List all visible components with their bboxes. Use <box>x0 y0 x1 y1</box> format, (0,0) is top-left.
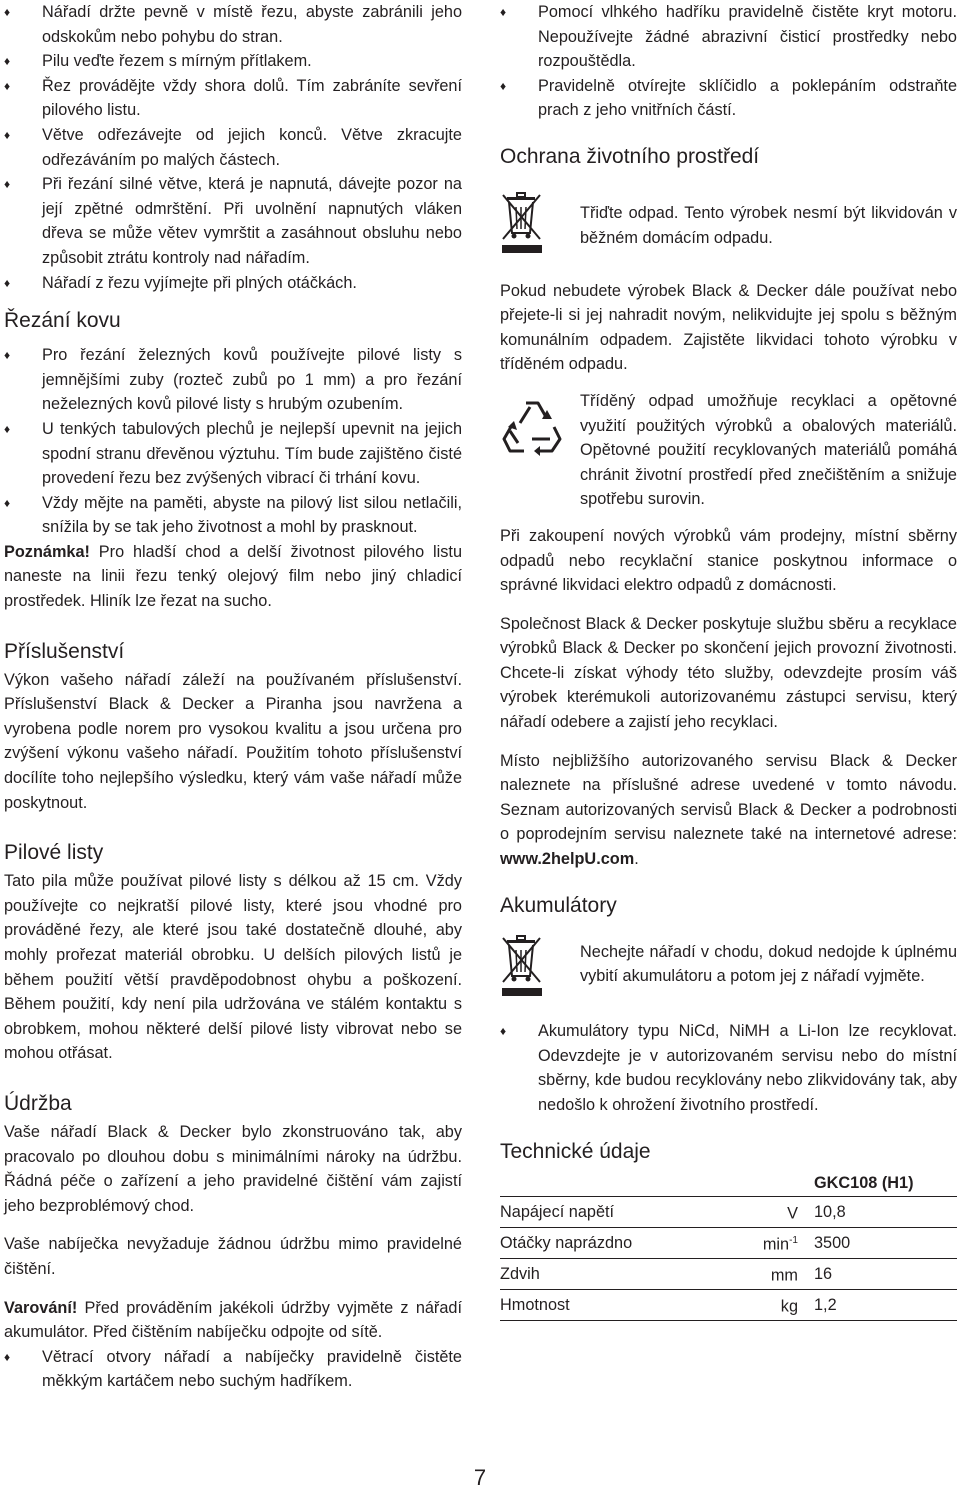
list-item: ♦ Pomocí vlhkého hadříku pravidelně čistěte kryt motoru. Nepoužívejte žádné abrazivní čisticí prostředky nebo rozpouštědla. <box>500 0 957 74</box>
crossed-bin-icon <box>500 189 580 261</box>
list-item: ♦ Při řezání silné větve, která je napnutá, dávejte pozor na její zpětné odmrštění. Při uvolnění napnutých vláken dřeva se může větev vymrštit a zasáhnout obsluhu nebo způsobit ztrátu kontroly nad nářadím. <box>4 172 462 270</box>
list-item: ♦ Řez provádějte vždy shora dolů. Tím zabráníte sevření pilového listu. <box>4 74 462 123</box>
tech-heading: Technické údaje <box>500 1139 651 1163</box>
metal-heading: Řezání kovu <box>4 309 121 333</box>
tech-table <box>500 1170 957 1322</box>
battery-notice <box>500 932 957 1004</box>
note-label: Poznámka! <box>4 542 90 561</box>
table-header <box>500 1170 957 1197</box>
blades-text: Tato pila může používat pilové listy s délkou až 15 cm. Vždy používejte co nejkratší pilové listy, které jsou vhodné pro prováděné řezy, ale které jsou také dostatečně dlouhé, aby mohly prořezat materiál obrobku. U delších pilových listů je během použití větší pravděpodobnost ohybu a poškození. Během použití, kdy není pila udržována ve stálém kontaktu s obrobkem, mohou některé delší pilové listy vibrovat nebo se mohou otřásat. <box>4 872 462 1063</box>
table-row <box>500 1290 957 1321</box>
sentence-end: . <box>634 850 639 869</box>
cleaning-bullets <box>500 0 957 123</box>
table-row <box>500 1228 957 1259</box>
cutting-bullets <box>4 0 462 295</box>
list-item: ♦ Pilu veďte řezem s mírným přítlakem. <box>4 49 462 74</box>
metal-bullets <box>4 343 462 540</box>
list-item: ♦ Větve odřezávejte od jejich konců. Větve zkracujte odřezáváním po malých částech. <box>4 123 462 172</box>
row-unit: kg <box>750 1290 810 1321</box>
note-text: Pro hladší chod a delší životnost pilového listu naneste na linii řezu tenký olejový film nebo jiný chladicí prostředek. Hliník lze řezat na sucho. <box>4 542 462 611</box>
blades-heading: Pilové listy <box>4 841 104 865</box>
charger-text: Vaše nabíječka nevyžaduje žádnou údržbu mimo pravidelné čištění. <box>4 1235 462 1278</box>
row-unit: V <box>750 1197 810 1228</box>
list-item: ♦ Pro řezání železných kovů používejte pilové listy s jemnějšími zuby (rozteč zubů po 1 mm) a pro řezání neželezných kovů pilové listy s hrubým ozubením. <box>4 343 462 417</box>
list-item: ♦ Nářadí držte pevně v místě řezu, abyste zabránili jeho odskokům nebo pohybu do stran. <box>4 0 462 49</box>
environment-text-2: Při zakoupení nových výrobků vám prodejny, místní sběrny odpadů nebo recyklační stanice poskytnou informace o správné likvidaci elektro odpadů z domácnosti. <box>500 526 957 595</box>
accessories-text: Výkon vašeho nářadí záleží na používaném příslušenství. Příslušenství Black & Decker a Piranha jsou navržena a vyrobena podle norem pro vysokou kvalitu a jsou určena pro zvýšení výkonu vašeho nářadí. Použitím tohoto příslušenství docílíte toho nejlepšího výsledku, který vám vaše nářadí může poskytnout. <box>4 670 462 812</box>
list-item: ♦ Větrací otvory nářadí a nabíječky pravidelně čistěte měkkým kartáčem nebo suchým hadříkem. <box>4 1345 462 1394</box>
crossed-bin-icon <box>500 932 580 1004</box>
left-column <box>4 0 462 1394</box>
warning-text: Před prováděním jakékoli údržby vyjměte z nářadí akumulátor. Před čištěním nabíječku odpojte od sítě. <box>4 1298 462 1342</box>
service-info-text: Místo nejbližšího autorizovaného servisu Black & Decker naleznete na příslušné adrese uvedené v tomto návodu. Seznam autorizovaných servisů Black & Decker a podrobnosti o poprodejním servisu naleznete také na internetové adrese: <box>500 751 957 844</box>
battery-bullets <box>500 1019 957 1117</box>
table-row <box>500 1197 957 1228</box>
recycling-notice <box>500 389 957 512</box>
environment-text-4 <box>500 749 957 872</box>
row-label: Hmotnost <box>500 1290 750 1321</box>
list-item: ♦ Vždy mějte na paměti, abyste na pilový list silou netlačili, snížila by se tak jeho životnost a mohl by prasknout. <box>4 491 462 540</box>
list-item: ♦ Nářadí z řezu vyjímejte při plných otáčkách. <box>4 271 462 296</box>
row-label: Napájecí napětí <box>500 1197 750 1228</box>
row-label: Otáčky naprázdno <box>500 1228 750 1259</box>
page-number: 7 <box>473 1465 487 1490</box>
battery-icon-text: Nechejte nářadí v chodu, dokud nedojde k úplnému vybití akumulátoru a potom jej z nářadí vyjměte. <box>580 942 957 986</box>
note-paragraph <box>4 540 462 614</box>
model-label: GKC108 (H1) <box>814 1173 914 1192</box>
right-column <box>500 0 957 1321</box>
weee-notice <box>500 189 957 261</box>
row-label: Zdvih <box>500 1259 750 1290</box>
list-item: ♦ Pravidelně otvírejte sklíčidlo a poklepáním odstraňte prach z jeho vnitřních částí. <box>500 74 957 123</box>
table-row <box>500 1259 957 1290</box>
list-item: ♦ U tenkých tabulových plechů je nejlepší upevnit na jejich spodní stranu dřevěnou výztuhu. Tím bude zajištěno čisté provedení řezu bez zvýšených vibrací či trhání kovu. <box>4 417 462 491</box>
website-link[interactable]: www.2helpU.com <box>500 850 635 869</box>
accessories-heading: Příslušenství <box>4 639 125 663</box>
row-value: 3500 <box>810 1228 957 1259</box>
row-unit: mm <box>750 1259 810 1290</box>
maintenance-heading: Údržba <box>4 1091 72 1115</box>
warning-paragraph <box>4 1296 462 1345</box>
row-value: 1,2 <box>810 1290 957 1321</box>
environment-heading: Ochrana životního prostředí <box>500 144 760 168</box>
recycle-icon <box>500 389 580 465</box>
list-item: ♦ Akumulátory typu NiCd, NiMH a Li-Ion lze recyklovat. Odevzdejte je v autorizovaném servisu nebo do místní sběrny, kde budou recyklovány nebo zlikvidovány tak, aby nedošlo k ohrožení životního prostředí. <box>500 1019 957 1117</box>
row-unit: $\min^{-1}$ <box>750 1228 810 1259</box>
battery-heading: Akumulátory <box>500 893 617 917</box>
row-value: 10,8 <box>810 1197 957 1228</box>
recycling-text: Tříděný odpad umožňuje recyklaci a opětovné využití použitých výrobků a obalových materiálů. Opětovné použití recyklovaných materiálů pomáhá chránit životní prostředí před znečištěním a snižuje spotřebu surovin. <box>580 391 957 509</box>
maintenance-text: Vaše nářadí Black & Decker bylo zkonstruováno tak, aby pracovalo po dlouhou dobu s minimálními nároky na údržbu. Řádná péče o zařízení a jeho pravidelné čištění vám zajistí jeho bezproblémový chod. <box>4 1122 462 1215</box>
weee-text: Třiďte odpad. Tento výrobek nesmí být likvidován v běžném domácím odpadu. <box>580 203 957 247</box>
row-value: 16 <box>810 1259 957 1290</box>
environment-text-3: Společnost Black & Decker poskytuje službu sběru a recyklace výrobků Black & Decker po skončení jejich provozní životnosti. Chcete-li získat výhody této služby, odevzdejte prosím váš výrobek kterémukoli autorizovanému zástupci servisu, který nářadí odebere a zajistí jeho recyklaci. <box>500 614 957 732</box>
warning-label: Varování! <box>4 1298 78 1317</box>
environment-text-1: Pokud nebudete výrobek Black & Decker dále používat nebo přejete-li si jej nahradit novým, nelikvidujte jej spolu s běžným komunálním odpadem. Zajistěte likvidaci tohoto výrobku v tříděném odpadu. <box>500 281 957 374</box>
